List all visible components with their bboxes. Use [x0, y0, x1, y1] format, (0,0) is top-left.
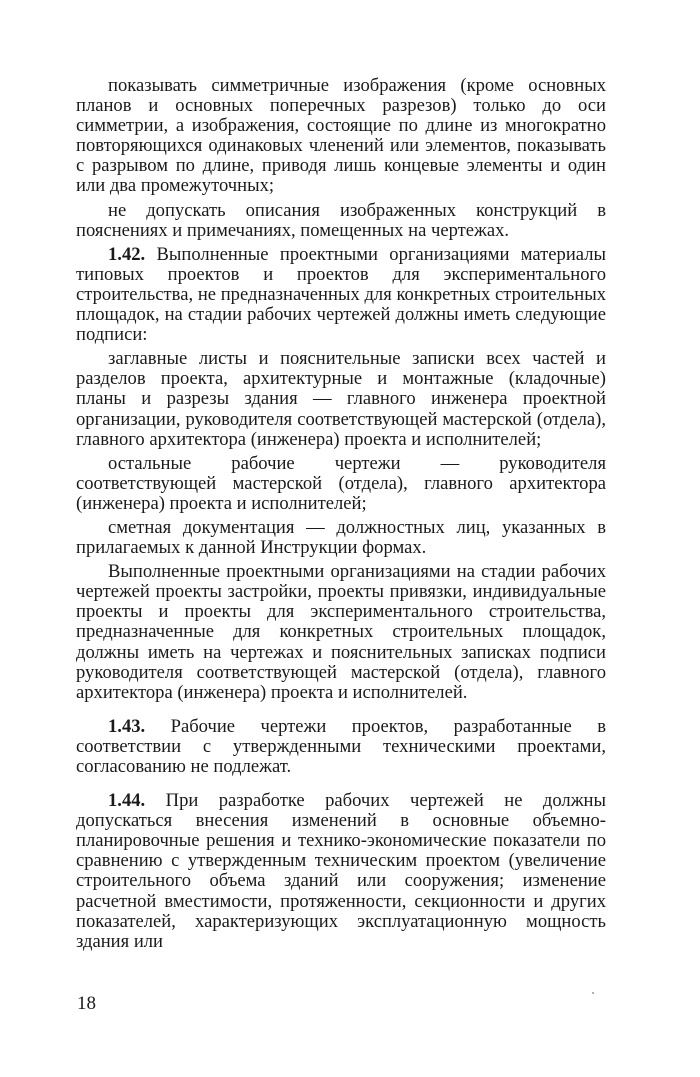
paragraph-5-text: остальные рабочие чертежи — руководителя соответствующей мастерской (отдела), главного архитектора (инженера) проекта и исполнителей;: [76, 452, 606, 514]
paragraph-4-text: заглавные листы и пояснительные записки всех частей и разделов проекта, архитектурные и монтажные (кладочные) планы и разрезы здания — главного инженера проектной организации, руководителя соответствующей мастерской (отдела), главного архитектора (инженера) проекта и исполнителей;: [76, 348, 606, 450]
paragraph-2-text: не допускать описания изображенных конструкций в пояснениях и примечаниях, помещенных на чертежах.: [76, 199, 606, 241]
page-body: [76, 76, 606, 956]
paragraph-7-text: Выполненные проектными организациями на стадии рабочих чертежей проекты застройки, проекты привязки, индивидуальные проекты и проекты для экспериментального строительства, предназначенные для конкретных строительных площадок, должны иметь на чертежах и пояснительных записках подписи руководителя соответствующей мастерской (отдела), главного архитектора (инженера) проекта и исполнителей.: [76, 561, 606, 703]
section-1-43-text: Рабочие чертежи проектов, разработанные в соответствии с утвержденными техническими проектами, согласованию не подлежат.: [76, 715, 606, 777]
paragraph-2: [76, 201, 606, 241]
section-1-42: [76, 245, 606, 345]
section-1-44-text: При разработке рабочих чертежей не должны допускаться внесения изменений в основные объемно-планировочные решения и технико-экономические показатели по сравнению с утвержденным техническим проектом (увеличение строительного объема зданий или сооружения; изменение расчетной вместимости, протяженности, секционности и других показателей, характеризующих эксплуатационную мощность здания или: [76, 790, 606, 952]
scan-speck: [592, 992, 594, 994]
paragraph-4: [76, 349, 606, 449]
paragraph-6-text: сметная документация — должностных лиц, указанных в прилагаемых к данной Инструкции формах.: [76, 516, 606, 559]
paragraph-5: [76, 454, 606, 514]
section-number: 1.42.: [108, 243, 146, 265]
paragraph-7: [76, 562, 606, 703]
section-1-43: [76, 717, 606, 777]
paragraph-1: [76, 76, 606, 197]
section-number: 1.43.: [108, 715, 146, 737]
section-number: 1.44.: [108, 790, 146, 812]
paragraph-6: [76, 518, 606, 558]
section-1-42-text: Выполненные проектными организациями материалы типовых проектов и проектов для экспериментального строительства, не предназначенных для конкретных строительных площадок, на стадии рабочих чертежей должны иметь следующие подписи:: [76, 243, 606, 346]
section-1-44: [76, 791, 606, 952]
page-number: 18: [77, 993, 96, 1014]
paragraph-1-text: показывать симметричные изображения (кроме основных планов и основных поперечных разрезов) только до оси симметрии, а изображения, состоящие по длине из многократно повторяющихся одинаковых членений или элементов, показывать с разрывом по длине, приводя лишь концевые элементы и один или два промежуточных;: [76, 75, 606, 197]
